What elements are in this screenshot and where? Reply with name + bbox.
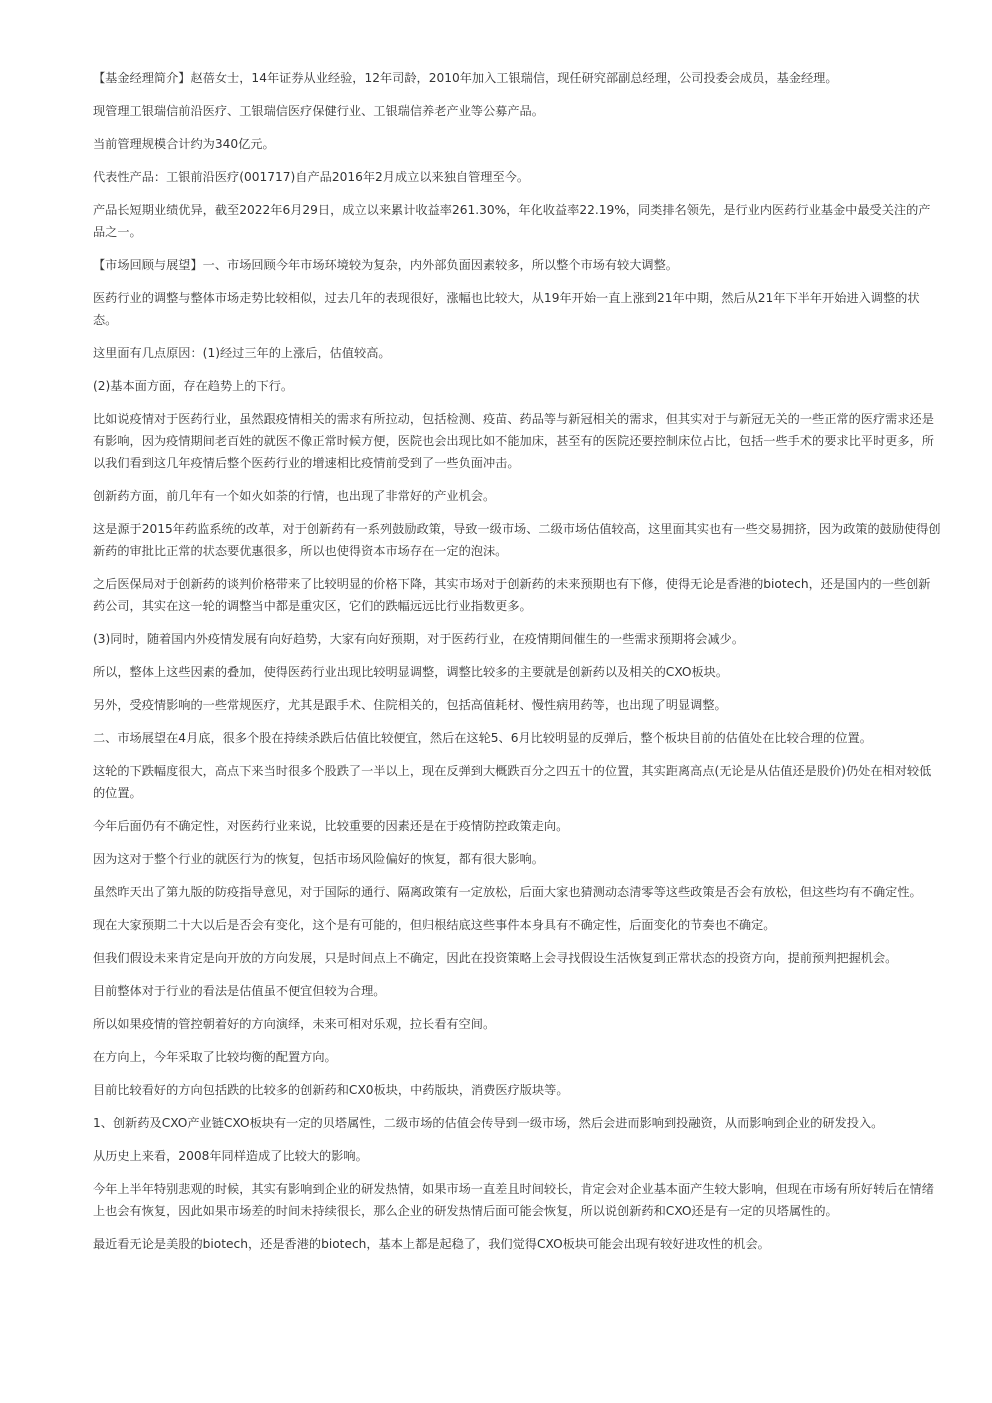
paragraph-managed-products: 现管理工银瑞信前沿医疗、工银瑞信医疗保健行业、工银瑞信养老产业等公募产品。: [93, 104, 544, 118]
paragraph-biotech-stabilized: 最近看无论是美股的biotech，还是香港的biotech，基本上都是起稳了，我们觉得CXO板块可能会出现有较好进攻性的机会。: [93, 1237, 770, 1251]
paragraph-decline-magnitude: 这轮的下跌幅度很大，高点下来当时很多个股跌了一半以上，现在反弹到大概跌百分之四五十的位置，其实距离高点(无论是从估值还是股价)仍处在相对较低的位置。: [93, 764, 932, 800]
paragraph-industry-adjustment: 医药行业的调整与整体市场走势比较相似，过去几年的表现很好，涨幅也比较大，从19年开始一直上涨到21年中期，然后从21年下半年开始进入调整的状态。: [93, 291, 920, 327]
paragraph-optimism: 所以如果疫情的管控朝着好的方向演绎，未来可相对乐观，拉长看有空间。: [93, 1017, 496, 1031]
paragraph-valuation-view: 目前整体对于行业的看法是估值虽不便宜但较为合理。: [93, 984, 386, 998]
paragraph-regulatory-reform: 这是源于2015年药监系统的改革，对于创新药有一系列鼓励政策，导致一级市场、二级市场估值较高，这里面其实也有一些交易拥挤，因为政策的鼓励使得创新药的审批比正常的状态要优惠很多，所以也使得资本市场存在一定的泡沫。: [93, 522, 941, 558]
paragraph-aum: 当前管理规模合计约为340亿元。: [93, 137, 275, 151]
paragraph-reason-2: (2)基本面方面，存在趋势上的下行。: [93, 379, 294, 393]
paragraph-pandemic-impact: 比如说疫情对于医药行业，虽然跟疫情相关的需求有所拉动，包括检测、疫苗、药品等与新冠相关的需求，但其实对于与新冠无关的一些正常的医疗需求还是有影响，因为疫情期间老百姓的就医不像正常时候方便，医院也会出现比如不能加床，甚至有的医院还要控制床位占比，包括一些手术的要求比平时更多，所以我们看到这几年疫情后整个医药行业的增速相比疫情前受到了一些负面冲击。: [93, 412, 934, 470]
paragraph-representative-product: 代表性产品：工银前沿医疗(001717)自产品2016年2月成立以来独自管理至今。: [93, 170, 530, 184]
paragraph-factors-summary: 所以，整体上这些因素的叠加，使得医药行业出现比较明显调整，调整比较多的主要就是创新药以及相关的CXO板块。: [93, 665, 729, 679]
paragraph-cxo-beta: 1、创新药及CXO产业链CXO板块有一定的贝塔属性，二级市场的估值会传导到一级市场，然后会进而影响到投融资，从而影响到企业的研发投入。: [93, 1116, 884, 1130]
paragraph-recovery-impact: 因为这对于整个行业的就医行为的恢复，包括市场风险偏好的恢复，都有很大影响。: [93, 852, 544, 866]
paragraph-rd-enthusiasm: 今年上半年特别悲观的时候，其实有影响到企业的研发热情，如果市场一直差且时间较长，肯定会对企业基本面产生较大影响，但现在市场有所好转后在情绪上也会有恢复，因此如果市场差的时间未持续很长，那么企业的研发热情后面可能会恢复，所以说创新药和CXO还是有一定的贝塔属性的。: [93, 1182, 934, 1218]
paragraph-preferred-directions: 目前比较看好的方向包括跌的比较多的创新药和CX0板块，中药版块，消费医疗版块等。: [93, 1083, 569, 1097]
paragraph-guidelines: 虽然昨天出了第九版的防疫指导意见，对于国际的通行、隔离政策有一定放松，后面大家也猜测动态清零等这些政策是否会有放松，但这些均有不确定性。: [93, 885, 922, 899]
paragraph-uncertainty: 今年后面仍有不确定性，对医药行业来说，比较重要的因素还是在于疫情防控政策走向。: [93, 819, 569, 833]
paragraph-history-2008: 从历史上来看，2008年同样造成了比较大的影响。: [93, 1149, 368, 1163]
paragraph-manager-intro: 【基金经理简介】赵蓓女士，14年证券从业经验，12年司龄，2010年加入工银瑞信，现任研究部副总经理，公司投委会成员，基金经理。: [93, 71, 838, 85]
paragraph-expectations: 现在大家预期二十大以后是否会有变化，这个是有可能的，但归根结底这些事件本身具有不确定性，后面变化的节奏也不确定。: [93, 918, 776, 932]
paragraph-performance: 产品长短期业绩优异，截至2022年6月29日，成立以来累计收益率261.30%，年化收益率22.19%，同类排名领先，是行业内医药行业基金中最受关注的产品之一。: [93, 203, 931, 239]
paragraph-market-review: 【市场回顾与展望】一、市场回顾今年市场环境较为复杂，内外部负面因素较多，所以整个市场有较大调整。: [93, 258, 678, 272]
paragraph-allocation: 在方向上，今年采取了比较均衡的配置方向。: [93, 1050, 337, 1064]
paragraph-routine-medical: 另外，受疫情影响的一些常规医疗，尤其是跟手术、住院相关的，包括高值耗材、慢性病用药等，也出现了明显调整。: [93, 698, 727, 712]
paragraph-price-negotiation: 之后医保局对于创新药的谈判价格带来了比较明显的价格下降，其实市场对于创新药的未来预期也有下修，使得无论是香港的biotech，还是国内的一些创新药公司，其实在这一轮的调整当中都是重灾区，它们的跌幅远远比行业指数更多。: [93, 577, 931, 613]
paragraph-innovative-drugs: 创新药方面，前几年有一个如火如荼的行情，也出现了非常好的产业机会。: [93, 489, 496, 503]
paragraph-market-outlook: 二、市场展望在4月底，很多个股在持续杀跌后估值比较便宜，然后在这轮5、6月比较明显的反弹后，整个板块目前的估值处在比较合理的位置。: [93, 731, 872, 745]
paragraph-reason-3: (3)同时，随着国内外疫情发展有向好趋势，大家有向好预期，对于医药行业，在疫情期间催生的一些需求预期将会减少。: [93, 632, 745, 646]
paragraph-reason-1: 这里面有几点原因：(1)经过三年的上涨后，估值较高。: [93, 346, 391, 360]
paragraph-strategy: 但我们假设未来肯定是向开放的方向发展，只是时间点上不确定，因此在投资策略上会寻找假设生活恢复到正常状态的投资方向，提前预判把握机会。: [93, 951, 898, 965]
